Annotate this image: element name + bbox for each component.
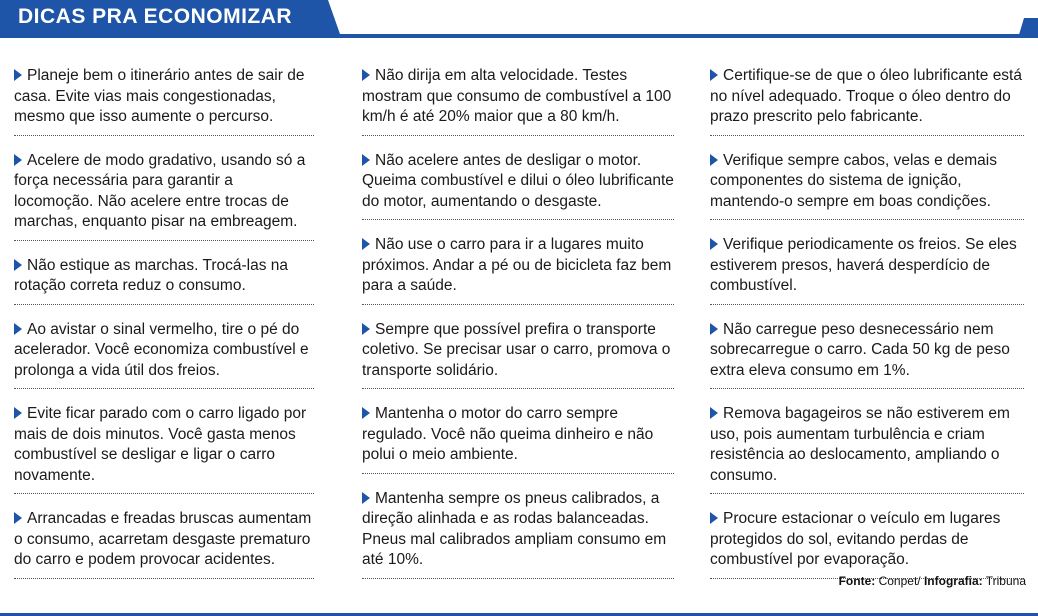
triangle-bullet-icon — [14, 154, 22, 166]
tip-item — [14, 66, 314, 136]
tip-item — [710, 66, 1024, 136]
tip-text: Não carregue peso desnecessário nem sobrecarregue o carro. Cada 50 kg de peso extra eleva consumo em 1%. — [710, 320, 1010, 379]
tip-text: Não acelere antes de desligar o motor. Queima combustível e dilui o óleo lubrificante do motor, aumentando o desgaste. — [362, 151, 674, 210]
triangle-bullet-icon — [362, 492, 370, 504]
tip-item — [362, 489, 674, 579]
tip-text: Mantenha sempre os pneus calibrados, a direção alinhada e as rodas balanceadas. Pneus mal calibrados ampliam consumo em até 10%. — [362, 489, 667, 568]
triangle-bullet-icon — [14, 259, 22, 271]
column-1 — [14, 66, 314, 594]
tip-item — [710, 151, 1024, 221]
tip-text: Não estique as marchas. Trocá-las na rotação correta reduz o consumo. — [14, 256, 289, 294]
triangle-bullet-icon — [14, 323, 22, 335]
triangle-bullet-icon — [362, 407, 370, 419]
tip-text: Arrancadas e freadas bruscas aumentam o consumo, acarretam desgaste prematuro do carro e podem provocar acidentes. — [14, 510, 312, 568]
page-title: DICAS PRA ECONOMIZAR — [18, 5, 293, 28]
triangle-bullet-icon — [14, 407, 22, 419]
triangle-bullet-icon — [710, 323, 718, 335]
tip-text: Verifique sempre cabos, velas e demais componentes do sistema de ignição, mantendo-o sempre em boas condições. — [710, 151, 997, 210]
tips-columns — [0, 66, 1038, 576]
infographic-value: Tribuna — [985, 574, 1026, 588]
tip-item — [710, 509, 1024, 579]
source-label: Fonte: — [838, 574, 876, 588]
tip-text: Procure estacionar o veículo em lugares protegidos do sol, evitando perdas de combustível por evaporação. — [710, 510, 1001, 568]
triangle-bullet-icon — [710, 407, 718, 419]
triangle-bullet-icon — [710, 238, 718, 250]
tip-item — [710, 404, 1024, 494]
tip-item — [14, 151, 314, 241]
triangle-bullet-icon — [362, 238, 370, 250]
source-credit — [839, 574, 1026, 588]
tip-text: Sempre que possível prefira o transporte coletivo. Se precisar usar o carro, promova o transporte solidário. — [362, 320, 671, 379]
source-value: Conpet/ — [878, 574, 921, 588]
triangle-bullet-icon — [710, 512, 718, 524]
tip-text: Verifique periodicamente os freios. Se eles estiverem presos, haverá desperdício de combustível. — [710, 236, 1017, 294]
header — [0, 0, 1038, 42]
triangle-bullet-icon — [362, 154, 370, 166]
tip-item — [362, 320, 674, 390]
tip-text: Mantenha o motor do carro sempre regulado. Você não queima dinheiro e não polui o meio ambiente. — [362, 405, 654, 463]
column-3 — [710, 66, 1024, 594]
title-bar — [0, 0, 318, 34]
triangle-bullet-icon — [710, 154, 718, 166]
tip-item — [362, 235, 674, 305]
tip-text: Evite ficar parado com o carro ligado por mais de dois minutos. Você gasta menos combustível se desligar e ligar o carro novamente. — [14, 405, 307, 484]
tip-text: Planeje bem o itinerário antes de sair de casa. Evite vias mais congestionadas, mesmo que isso aumente o percurso. — [14, 67, 305, 125]
tip-text: Remova bagageiros se não estiverem em uso, pois aumentam turbulência e criam resistência ao deslocamento, ampliando o consumo. — [710, 405, 1010, 484]
tip-item — [362, 404, 674, 474]
header-slant-decoration — [318, 0, 1038, 38]
header-rule — [0, 34, 1038, 38]
tip-text: Não use o carro para ir a lugares muito próximos. Andar a pé ou de bicicleta faz bem para a saúde. — [362, 236, 672, 294]
triangle-bullet-icon — [14, 512, 22, 524]
triangle-bullet-icon — [14, 69, 22, 81]
tip-item — [14, 404, 314, 494]
tip-item — [710, 235, 1024, 305]
tip-item — [14, 256, 314, 305]
tip-text: Certifique-se de que o óleo lubrificante está no nível adequado. Troque o óleo dentro do prazo prescrito pelo fabricante. — [710, 67, 1022, 125]
tip-text: Acelere de modo gradativo, usando só a força necessária para garantir a locomoção. Não acelere entre trocas de marchas, enquanto pisar na embreagem. — [14, 151, 306, 230]
tip-text: Ao avistar o sinal vermelho, tire o pé do acelerador. Você economiza combustível e prolonga a vida útil dos freios. — [14, 320, 309, 379]
tip-item — [362, 66, 674, 136]
tip-item — [14, 320, 314, 390]
tip-item — [710, 320, 1024, 390]
triangle-bullet-icon — [362, 69, 370, 81]
triangle-bullet-icon — [362, 323, 370, 335]
infographic-label: Infografia: — [923, 574, 983, 588]
triangle-bullet-icon — [710, 69, 718, 81]
tip-item — [362, 151, 674, 221]
tip-text: Não dirija em alta velocidade. Testes mostram que consumo de combustível a 100 km/h é até 20% maior que a 80 km/h. — [362, 67, 672, 125]
tip-item — [14, 509, 314, 579]
column-2 — [362, 66, 674, 594]
